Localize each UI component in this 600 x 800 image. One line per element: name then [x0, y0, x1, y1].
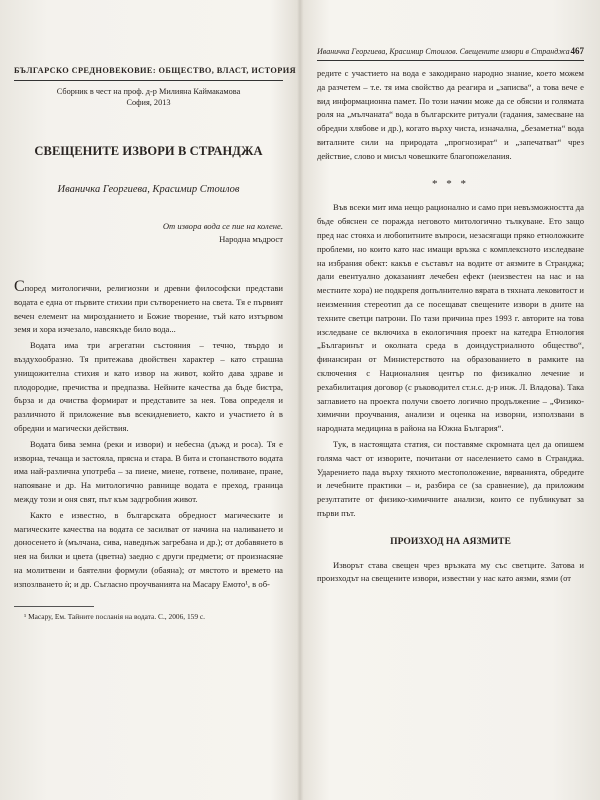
paragraph: Според митологични, религиозни и древни философски представи водата е една от първите стихии при сътворението на света. Тя е първият вечен елемент на мирозданието и Божие творение, тъй като изтървом земя и хора изчезало, навсякъде било вода... [14, 278, 283, 335]
article-title: СВЕЩЕНИТЕ ИЗВОРИ В СТРАНДЖА [34, 144, 263, 158]
section-heading: ПРОИЗХОД НА АЯЗМИТЕ [390, 535, 511, 547]
epigraph-source: Народна мъдрост [219, 234, 283, 244]
article-authors: Иваничка Георгиева, Красимир Стоилов [57, 184, 240, 195]
paragraph: Във всеки мит има нещо рационално и само при невъзможността да бъде обяснен се поражда неговото митологично тълкуване. Ето защо пред нас стояха и любопитните въпроси, незасягащи пряко етноложките проблеми, но които като нас имащи връзка с комплексното изследване на избрания обект: какъв е съставът на водите от аязмите в Странджа; дали евентуално доказаният лечебен ефект (неизвестен на нас и на местните хора) не подкрепя допълнително вярата в тяхната лековитост и неизменния стереотип да се посещават свещените извори в дните на техните светци патрони. По тази причина през 1993 г. авторите на това изследване се включиха в екологичния проект на катедра Етнология „Българинът и околната среда в доиндустриалното общество“, финансиран от Министерството на образованието в рамките на сключения с Националния център по физикално лечение и рехабилитация договор (с ръководител ст.н.с. д-р инж. Л. Владова). Така заглавието на проекта получи своето логично продължение – „Физико-химични проучвания, анализи и оценка на изворни, използвани в народната медицина в района на Южна България“. [317, 202, 584, 434]
paragraph: Изворът става свещен чрез връзката му със светците. Затова и произходът на свещените извори, известни у нас като аязми, язми (от [317, 559, 584, 584]
page-number: 467 [570, 46, 584, 56]
right-body-text [317, 67, 584, 586]
paragraph: Тук, в настоящата статия, си поставяме скромната цел да опишем голяма част от изворите, почитани от населението само в Странджа. Ударението пада върху тяхното местоположение, вярванията, обредите и лечебните практики – и, разбира се (за сравнение), да приложим резултатите от физико-химичните анализи, които се публикуват за първи път. [317, 438, 584, 518]
left-body-text [14, 278, 283, 592]
right-running-head [317, 46, 584, 61]
subhead-place-year: София, 2013 [126, 98, 171, 107]
left-running-head: БЪЛГАРСКО СРЕДНОВЕКОВИЕ: ОБЩЕСТВО, ВЛАСТ, ИСТОРИЯ [14, 66, 283, 81]
epigraph [14, 220, 283, 246]
paragraph: редите с участието на вода е закодирано народно знание, което можем да разчетем – т.е. тя има свойство да реагира и „записва“, а това вече е вид информационна памет. По този начин може да се обясни и голямата роля на „мълчаната“ вода в българските ритуали (гадания, замесване на обредни хлябове и др.), когато върху чиста, изначална, „безаметна“ вода виталните сили на природата „прогнозират“ и „запечатват“ чрез действие, слово и мисъл човешките благопожелания. [317, 68, 584, 161]
paragraph: Водата бива земна (реки и извори) и небесна (дъжд и роса). Тя е изворна, течаща и застояла, прясна и стара. В бита и стопанството водата има най-различна употреба – за пиене, миене, готвене, поливане, пране, напояване и др. На митологично равнище водата е преход, граница между този и оня свят, път към задгробния живот. [14, 438, 283, 504]
footnote: ¹ Масару, Ем. Тайните посланія на водата. С., 2006, 159 с. [24, 611, 206, 621]
footnote-divider [14, 606, 94, 607]
right-page [303, 0, 600, 800]
subhead-dedication: Сборник в чест на проф. д-р Милияна Каймакамова [56, 87, 241, 96]
left-page [0, 0, 297, 800]
volume-subhead [14, 86, 283, 108]
section-separator: * * * [432, 177, 469, 190]
epigraph-quote: От извора вода се пие на колене. [162, 221, 283, 231]
paragraph: Водата има три агрегатни състояния – течно, твърдо и въздухообразно. Тя притежава двойствен характер – като страшна унищожителна стихия и като извор на живот, който дава здраве и плодородие, пречиства и предпазва. Нейните качества да бъде бистра, бърза и да очиства формират и представите за нея. Това определя и различното й приложение във всекидневието, както и участието ѝ в обредни и магически действия. [14, 340, 283, 433]
right-running-head-text: Иваничка Георгиева, Красимир Стоилов. Свещените извори в Странджа [317, 47, 570, 56]
paragraph: Както е известно, в българската обредност магическите и магическите качества на водата се засилват от начина на наливането и доносенето ѝ (мълчана, сива, наведнъж загребана и др.); от добавянето в нея на билки и цвета (цветна) заедно с други предмети; от произнасяне на молитвени и баятелни формули (обаяна); от мястото и времето на изпозлването ѝ; и др. Съгласно проучванията на Масару Емото¹, в об- [14, 509, 283, 589]
